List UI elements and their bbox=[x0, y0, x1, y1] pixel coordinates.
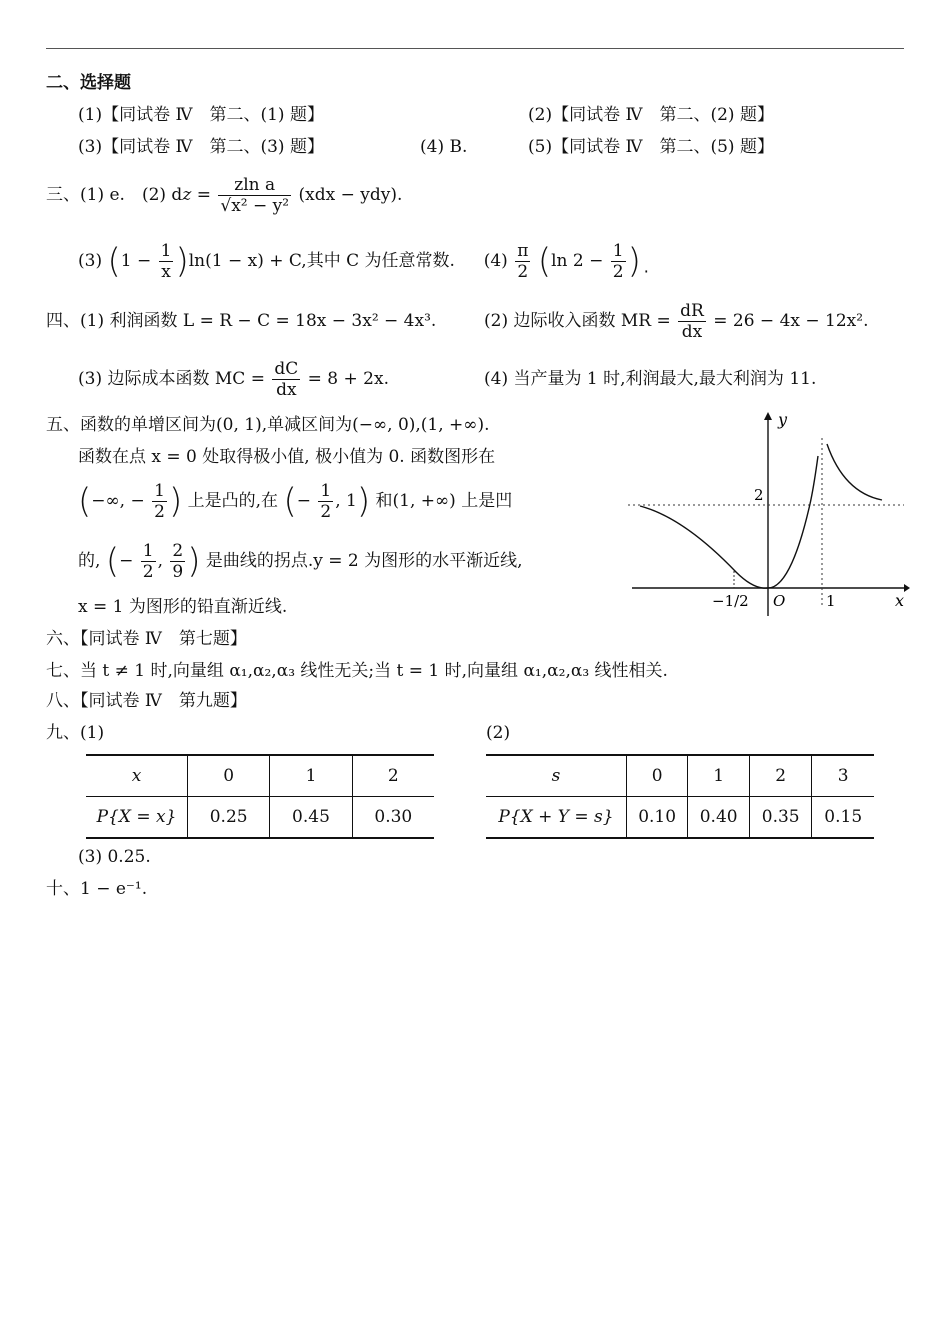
s5-l4-frac1 bbox=[141, 541, 156, 582]
s5-l3-d1: 2 bbox=[154, 502, 165, 522]
table-row bbox=[86, 755, 434, 797]
s5-line3 bbox=[78, 476, 512, 526]
s4-l1: 四、(1) 利润函数 L = R − C = 18x − 3x² − 4x³. bbox=[46, 311, 437, 331]
s3-p4-label: (4) bbox=[483, 251, 508, 271]
s5-l3-n1: 1 bbox=[154, 481, 165, 501]
s4-line1 bbox=[46, 296, 436, 346]
table-cell: P{X + Y = s} bbox=[486, 797, 626, 839]
section-7: 七、当 t ≠ 1 时,向量组 α₁,α₂,α₃ 线性无关;当 t = 1 时,向量组 α₁,α₂,α₃ 线性相关. bbox=[46, 661, 668, 681]
s5-line1: 五、函数的单增区间为(0, 1),单减区间为(−∞, 0),(1, +∞). bbox=[46, 415, 490, 435]
curve-left bbox=[640, 456, 818, 588]
table-cell: x bbox=[86, 755, 187, 797]
s5-l4-a: 的, bbox=[78, 551, 101, 571]
s5-l3-c: − bbox=[296, 491, 311, 511]
s5-l3-open1: ( bbox=[78, 481, 92, 522]
s4-l2-den: dx bbox=[681, 322, 703, 342]
table-cell: 0.45 bbox=[270, 797, 352, 839]
tick-x-neg-half: −1/2 bbox=[712, 592, 749, 610]
section-2-heading: 二、选择题 bbox=[46, 73, 131, 93]
s3-p3-label: (3) bbox=[78, 251, 103, 271]
table-cell: 0 bbox=[187, 755, 269, 797]
s3-p3-num: 1 bbox=[160, 241, 172, 261]
s3-line1 bbox=[46, 170, 402, 220]
x-axis-arrow bbox=[904, 584, 910, 592]
s3-line2 bbox=[78, 236, 652, 286]
s5-l4-n2: 2 bbox=[172, 541, 184, 561]
curve-right bbox=[827, 444, 882, 500]
s5-l4-b: − bbox=[119, 551, 134, 571]
s3-p4-den: 2 bbox=[517, 262, 529, 282]
table-cell: 3 bbox=[812, 755, 874, 797]
s5-l4-close: ) bbox=[187, 541, 201, 582]
table-cell: 0.40 bbox=[688, 797, 750, 839]
s5-line5: x = 1 为图形的铅直渐近线. bbox=[78, 597, 288, 617]
table-cell: 0.15 bbox=[812, 797, 874, 839]
s3-p3-close: ) bbox=[175, 241, 189, 282]
table-row bbox=[86, 797, 434, 839]
table-cell: 0.25 bbox=[187, 797, 269, 839]
s5-l4-e: 是曲线的拐点.y = 2 为图形的水平渐近线, bbox=[205, 551, 523, 571]
s3-p4-open: ( bbox=[537, 241, 552, 282]
s5-l4-c: , bbox=[157, 551, 163, 571]
y-axis-arrow bbox=[764, 412, 772, 420]
table-cell: 0.30 bbox=[352, 797, 434, 839]
section-6: 六、【同试卷 Ⅳ 第七题】 bbox=[46, 629, 247, 649]
s5-line2: 函数在点 x = 0 处取得极小值, 极小值为 0. 函数图形在 bbox=[78, 447, 496, 467]
s3-fraction bbox=[218, 175, 291, 216]
s9-p2: (2) bbox=[486, 723, 511, 743]
tick-y-2: 2 bbox=[754, 486, 764, 504]
s5-l4-frac2 bbox=[170, 541, 185, 582]
s3-tail: (xdx − ydy). bbox=[298, 185, 403, 205]
s3-z: z bbox=[182, 185, 192, 205]
s4-l2-num: dR bbox=[680, 301, 704, 321]
s5-line4 bbox=[78, 536, 523, 586]
s4-l3-den: dx bbox=[276, 380, 297, 400]
s2-q3: (3)【同试卷 Ⅳ 第二、(3) 题】 bbox=[78, 137, 324, 157]
s3-p4-fden: 2 bbox=[612, 262, 624, 282]
s3-frac-den: √x² − y² bbox=[220, 196, 290, 216]
s3-p4-frac bbox=[611, 241, 626, 282]
table-cell: 2 bbox=[352, 755, 434, 797]
s5-l3-a: −∞, − bbox=[91, 491, 145, 511]
top-rule bbox=[46, 48, 904, 49]
s5-l4-d2: 9 bbox=[172, 562, 184, 582]
s3-p4-num: π bbox=[517, 241, 529, 261]
s4-line3 bbox=[78, 354, 389, 404]
function-graph bbox=[628, 408, 910, 620]
s5-l3-open2: ( bbox=[283, 481, 297, 522]
table-cell: 0 bbox=[626, 755, 688, 797]
s4-l2-pre: (2) 边际收入函数 MR = bbox=[484, 311, 671, 331]
table-cell: s bbox=[486, 755, 626, 797]
s4-l3-pre: (3) 边际成本函数 MC = bbox=[78, 369, 265, 389]
s3-frac-num: zln a bbox=[218, 175, 291, 196]
s3-p4-pi-frac bbox=[515, 241, 530, 282]
s4-l2-post: = 26 − 4x − 12x². bbox=[713, 311, 869, 331]
table-cell: 1 bbox=[270, 755, 352, 797]
s5-l3-frac2 bbox=[318, 481, 333, 522]
s5-l3-b: 上是凸的,在 bbox=[187, 491, 279, 511]
s5-l3-frac1 bbox=[152, 481, 167, 522]
s3-p4-ln: ln 2 − bbox=[551, 251, 604, 271]
s4-l3-post: = 8 + 2x. bbox=[307, 369, 389, 389]
table-row bbox=[486, 797, 874, 839]
s5-l3-d2: 2 bbox=[320, 502, 332, 522]
s5-l4-open: ( bbox=[105, 541, 120, 582]
s4-line2 bbox=[484, 296, 868, 346]
table-distribution-x bbox=[86, 754, 434, 839]
table-cell: 1 bbox=[688, 755, 750, 797]
table-row bbox=[486, 755, 874, 797]
s5-l4-n1: 1 bbox=[142, 541, 154, 561]
s5-l3-n2: 1 bbox=[320, 481, 332, 501]
section-10: 十、1 − e⁻¹. bbox=[46, 879, 148, 899]
s2-q1: (1)【同试卷 Ⅳ 第二、(1) 题】 bbox=[78, 105, 324, 125]
s4-l2-frac bbox=[678, 301, 706, 342]
table-cell: 2 bbox=[749, 755, 812, 797]
y-axis-label: y bbox=[778, 410, 788, 429]
table-distribution-sum bbox=[486, 754, 874, 839]
s3-prefix: 三、(1) e. (2) d bbox=[46, 185, 183, 205]
s3-p3-open: ( bbox=[107, 241, 121, 282]
s3-p3-den: x bbox=[161, 262, 171, 282]
s5-l3-e: 和(1, +∞) 上是凹 bbox=[375, 491, 513, 511]
s4-line4: (4) 当产量为 1 时,利润最大,最大利润为 11. bbox=[484, 369, 817, 389]
s3-p4-close: ). bbox=[627, 241, 652, 282]
table-cell: P{X = x} bbox=[86, 797, 187, 839]
s3-eq: = bbox=[191, 185, 217, 205]
s5-l3-close2: ) bbox=[356, 481, 371, 522]
s9-p3: (3) 0.25. bbox=[78, 847, 151, 867]
tick-x-1: 1 bbox=[826, 592, 836, 610]
s3-p4-fnum: 1 bbox=[612, 241, 624, 261]
s5-l3-d: , 1 bbox=[335, 491, 357, 511]
x-axis-label: x bbox=[895, 591, 905, 610]
s4-l3-frac bbox=[272, 359, 300, 400]
s2-q2: (2)【同试卷 Ⅳ 第二、(2) 题】 bbox=[528, 105, 774, 125]
s4-l3-num: dC bbox=[274, 359, 299, 379]
s5-l4-d1: 2 bbox=[142, 562, 154, 582]
s2-q4: (4) B. bbox=[420, 137, 468, 157]
s3-p3-frac bbox=[159, 241, 174, 282]
s3-p3-tail: ln(1 − x) + C,其中 C 为任意常数. bbox=[188, 251, 455, 271]
s3-p3-one: 1 − bbox=[120, 251, 152, 271]
table-cell: 0.35 bbox=[749, 797, 812, 839]
section-8: 八、【同试卷 Ⅳ 第九题】 bbox=[46, 691, 247, 711]
s5-l3-close1: ) bbox=[168, 481, 183, 522]
tick-origin: O bbox=[773, 592, 786, 610]
table-cell: 0.10 bbox=[626, 797, 688, 839]
s9-p1: 九、(1) bbox=[46, 723, 105, 743]
s2-q5: (5)【同试卷 Ⅳ 第二、(5) 题】 bbox=[528, 137, 774, 157]
